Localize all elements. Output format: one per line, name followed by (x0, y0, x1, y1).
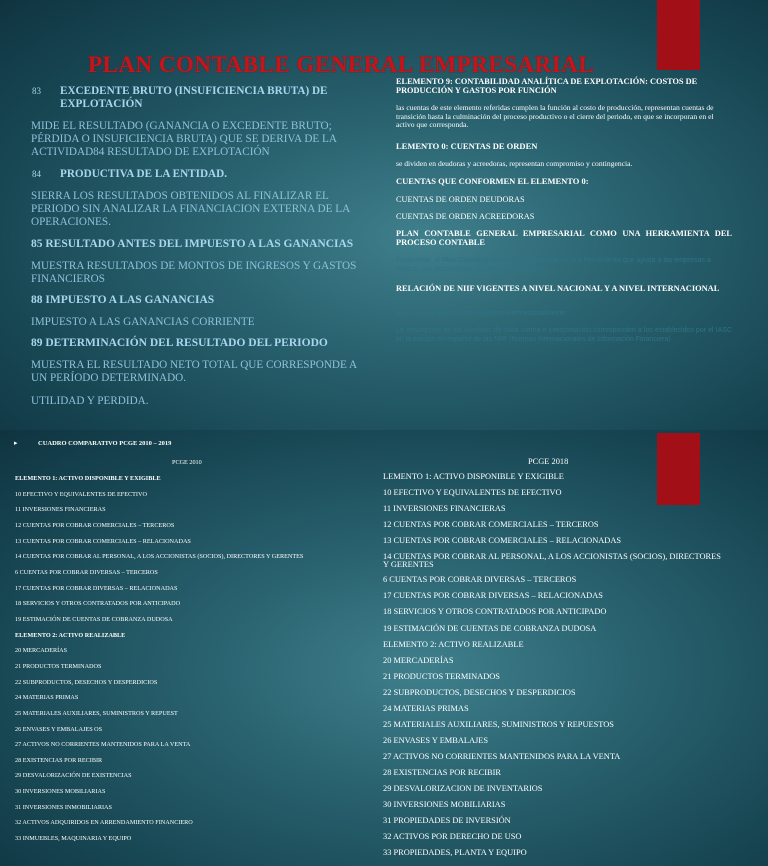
herramienta-text: Finalmente, el Plan Contable General Empresarial es una herramienta que ayuda a las empresas a realizar una fiscalización tributaria más eficiente. (396, 257, 711, 273)
right-list-item: 19 ESTIMACIÓN DE CUENTAS DE COBRANZA DUDOSA (383, 624, 597, 633)
item-83-heading: 83 EXCEDENTE BRUTO (INSUFICIENCIA BRUTA) DE EXPLOTACIÓN (32, 85, 328, 110)
cuentas-deudoras: CUENTAS DE ORDEN DEUDORAS (396, 195, 525, 204)
left-element-heading: ELEMENTO 2: ACTIVO REALIZABLE (15, 632, 126, 639)
right-list-item: 18 SERVICIOS Y OTROS CONTRATADOS POR ANTICIPADO (383, 607, 607, 616)
bullet-icon: ▸ (14, 439, 18, 447)
left-list-item: 24 MATERIAS PRIMAS (15, 694, 79, 701)
left-list-item: 12 CUENTAS POR COBRAR COMERCIALES – TERCEROS (15, 522, 175, 529)
right-list-item: 11 INVERSIONES FINANCIERAS (383, 504, 506, 513)
left-list-item: 6 CUENTAS POR COBRAR DIVERSAS – TERCEROS (15, 569, 158, 576)
left-list-item: 14 CUENTAS POR COBRAR AL PERSONAL, A LOS ACCIONISTAS (SOCIOS), DIRECTORES Y GERENTES (15, 553, 304, 560)
item-84-heading: 84 PRODUCTIVA DE LA ENTIDAD. (32, 168, 228, 180)
right-element-heading: LEMENTO 1: ACTIVO DISPONIBLE Y EXIGIBLE (383, 472, 564, 481)
left-list-item: 13 CUENTAS POR COBRAR COMERCIALES – RELACIONADAS (15, 538, 191, 545)
right-list-item: 17 CUENTAS POR COBRAR DIVERSAS – RELACIONADAS (383, 591, 603, 600)
item-83-number: 83 (32, 86, 41, 96)
left-list-item: 33 INMUEBLES, MAQUINARIA Y EQUIPO (15, 835, 132, 842)
left-list-item: 32 ACTIVOS ADQUIRIDOS EN ARRENDAMIENTO FINANCIERO (15, 819, 193, 826)
left-list-item: 27 ACTIVOS NO CORRIENTES MANTENIDOS PARA LA VENTA (15, 741, 191, 748)
item-84-number: 84 (32, 169, 41, 179)
left-list-item: 25 MATERIALES AUXILIARES, SUMINISTROS Y REPUEST (15, 710, 178, 717)
cuentas-acreedoras: CUENTAS DE ORDEN ACREEDORAS (396, 212, 535, 221)
right-list-item: 12 CUENTAS POR COBRAR COMERCIALES – TERCEROS (383, 520, 599, 529)
left-list-item: 26 ENVASES Y EMBALAJES OS (15, 726, 103, 733)
elemento-9-text: las cuentas de este elemento referidas cumplen la función al costo de producción, representan cuentas de transición hasta la culminación del proceso productivo o el cierre del periodo, en que se incorporan en el activo que corresponda. (396, 103, 714, 130)
right-list-item: 30 INVERSIONES MOBILIARIAS (383, 800, 506, 809)
slide-title: PLAN CONTABLE GENERAL EMPRESARIAL (88, 52, 595, 77)
left-column-title: PCGE 2010 (172, 459, 202, 466)
item-83-text: MIDE EL RESULTADO (GANANCIA O EXCEDENTE BRUTO; PÉRDIDA O INSUFICIENCIA BRUTA) QUE SE DERIVA DE LA ACTIVIDAD84 RESULTADO DE EXPLOTACIÓN (31, 120, 337, 158)
right-list-item: 21 PRODUCTOS TERMINADOS (383, 672, 500, 681)
right-list-item: 33 PROPIEDADES, PLANTA Y EQUIPO (383, 848, 527, 857)
niif-description: La descripción de los nombres de cada norma e interpretación corresponden a los establecidos por el IASC en la edición en español de las NIIF (Normas Internacionales de Información Financiera) (396, 327, 732, 343)
right-column-title: PCGE 2018 (528, 457, 569, 466)
elemento-0-text: se dividen en deudoras y acreedoras, representan compromiso y contingencia. (396, 159, 633, 168)
slide-1 (0, 0, 768, 430)
red-accent-bar-top (657, 0, 700, 70)
item-88-heading: 88 IMPUESTO A LAS GANANCIAS (31, 294, 215, 306)
right-list-item: 14 CUENTAS POR COBRAR AL PERSONAL, A LOS ACCIONISTAS (SOCIOS), DIRECTORES Y GERENTES (383, 552, 721, 570)
niif-heading: RELACIÓN DE NIIF VIGENTES A NIVEL NACIONAL Y A NIVEL INTERNACIONAL (396, 284, 720, 293)
left-list-item: 10 EFECTIVO Y EQUIVALENTES DE EFECTIVO (15, 491, 147, 498)
item-89-text-2: UTILIDAD Y PERDIDA. (31, 395, 149, 407)
left-list-item: 20 MERCADERÍAS (15, 647, 68, 654)
cuentas-heading: CUENTAS QUE CONFORMEN EL ELEMENTO 0: (396, 176, 589, 186)
left-list-item: 21 PRODUCTOS TERMINADOS (15, 663, 102, 670)
right-list-item: 10 EFECTIVO Y EQUIVALENTES DE EFECTIVO (383, 488, 562, 497)
item-84-text: SIERRA LOS RESULTADOS OBTENIDOS AL FINALIZAR EL PERIODO SIN ANALIZAR LA FINANCIACION EXTERNA DE LA OPERACIONES. (31, 190, 350, 228)
item-85-text: MUESTRA RESULTADOS DE MONTOS DE INGRESOS Y GASTOS FINANCIEROS (31, 260, 357, 285)
elemento-0-heading: LEMENTO 0: CUENTAS DE ORDEN (396, 141, 538, 151)
left-list-item: 17 CUENTAS POR COBRAR DIVERSAS – RELACIONADAS (15, 585, 178, 592)
left-list-item: 30 INVERSIONES MOBILIARIAS (15, 788, 106, 795)
left-list-item: 29 DESVALORIZACIÓN DE EXISTENCIAS (15, 772, 132, 779)
niif-text: Aquí se muestran normas vigentes internacionalmente. (396, 310, 568, 317)
right-list-item: 13 CUENTAS POR COBRAR COMERCIALES – RELACIONADAS (383, 536, 622, 545)
right-element-heading: ELEMENTO 2: ACTIVO REALIZABLE (383, 640, 524, 649)
left-element-heading: ELEMENTO 1: ACTIVO DISPONIBLE Y EXIGIBLE (15, 475, 161, 482)
left-list-item: 11 INVERSIONES FINANCIERAS (15, 506, 106, 513)
slide-2 (0, 430, 768, 866)
left-list-item: 22 SUBPRODUCTOS, DESECHOS Y DESPERDICIOS (15, 679, 158, 686)
left-list-item: 28 EXISTENCIAS POR RECIBIR (15, 757, 103, 764)
elemento-9-heading: ELEMENTO 9: CONTABILIDAD ANALÍTICA DE EXPLOTACIÓN: COSTOS DE PRODUCCIÓN Y GASTOS POR FUNCIÓN (396, 77, 698, 95)
right-list-item: 24 MATERIAS PRIMAS (383, 704, 469, 713)
right-list-item: 22 SUBPRODUCTOS, DESECHOS Y DESPERDICIOS (383, 688, 576, 697)
item-89-heading: 89 DETERMINACIÓN DEL RESULTADO DEL PERIODO (31, 337, 328, 349)
right-list-item: 31 PROPIEDADES DE INVERSIÓN (383, 816, 511, 825)
left-list-item: 18 SERVICIOS Y OTROS CONTRATADOS POR ANTICIPADO (15, 600, 181, 607)
item-88-text: IMPUESTO A LAS GANANCIAS CORRIENTE (31, 316, 255, 328)
right-list-item: 6 CUENTAS POR COBRAR DIVERSAS – TERCEROS (383, 575, 577, 584)
left-list-item: 31 INVERSIONES INMOBILIARIAS (15, 804, 112, 811)
right-list-item: 25 MATERIALES AUXILIARES, SUMINISTROS Y REPUESTOS (383, 720, 614, 729)
item-89-text: MUESTRA EL RESULTADO NETO TOTAL QUE CORRESPONDE A UN PERÍODO DETERMINADO. (31, 359, 357, 384)
left-list-item: 19 ESTIMACIÓN DE CUENTAS DE COBRANZA DUDOSA (15, 616, 173, 623)
comparison-heading: ▸ CUADRO COMPARATIVO PCGE 2010 – 2019 (14, 439, 172, 447)
herramienta-heading: PLAN CONTABLE GENERAL EMPRESARIAL COMO UNA HERRAMIENTA DEL PROCESO CONTABLE (396, 229, 732, 248)
item-85-heading: 85 RESULTADO ANTES DEL IMPUESTO A LAS GANANCIAS (31, 238, 354, 250)
right-list-item: 26 ENVASES Y EMBALAJES (383, 736, 489, 745)
right-list-item: 27 ACTIVOS NO CORRIENTES MANTENIDOS PARA LA VENTA (383, 752, 621, 761)
right-list-item: 28 EXISTENCIAS POR RECIBIR (383, 768, 501, 777)
right-list-item: 29 DESVALORIZACION DE INVENTARIOS (383, 784, 543, 793)
right-list-item: 20 MERCADERÍAS (383, 656, 454, 665)
right-list-item: 32 ACTIVOS POR DERECHO DE USO (383, 832, 522, 841)
